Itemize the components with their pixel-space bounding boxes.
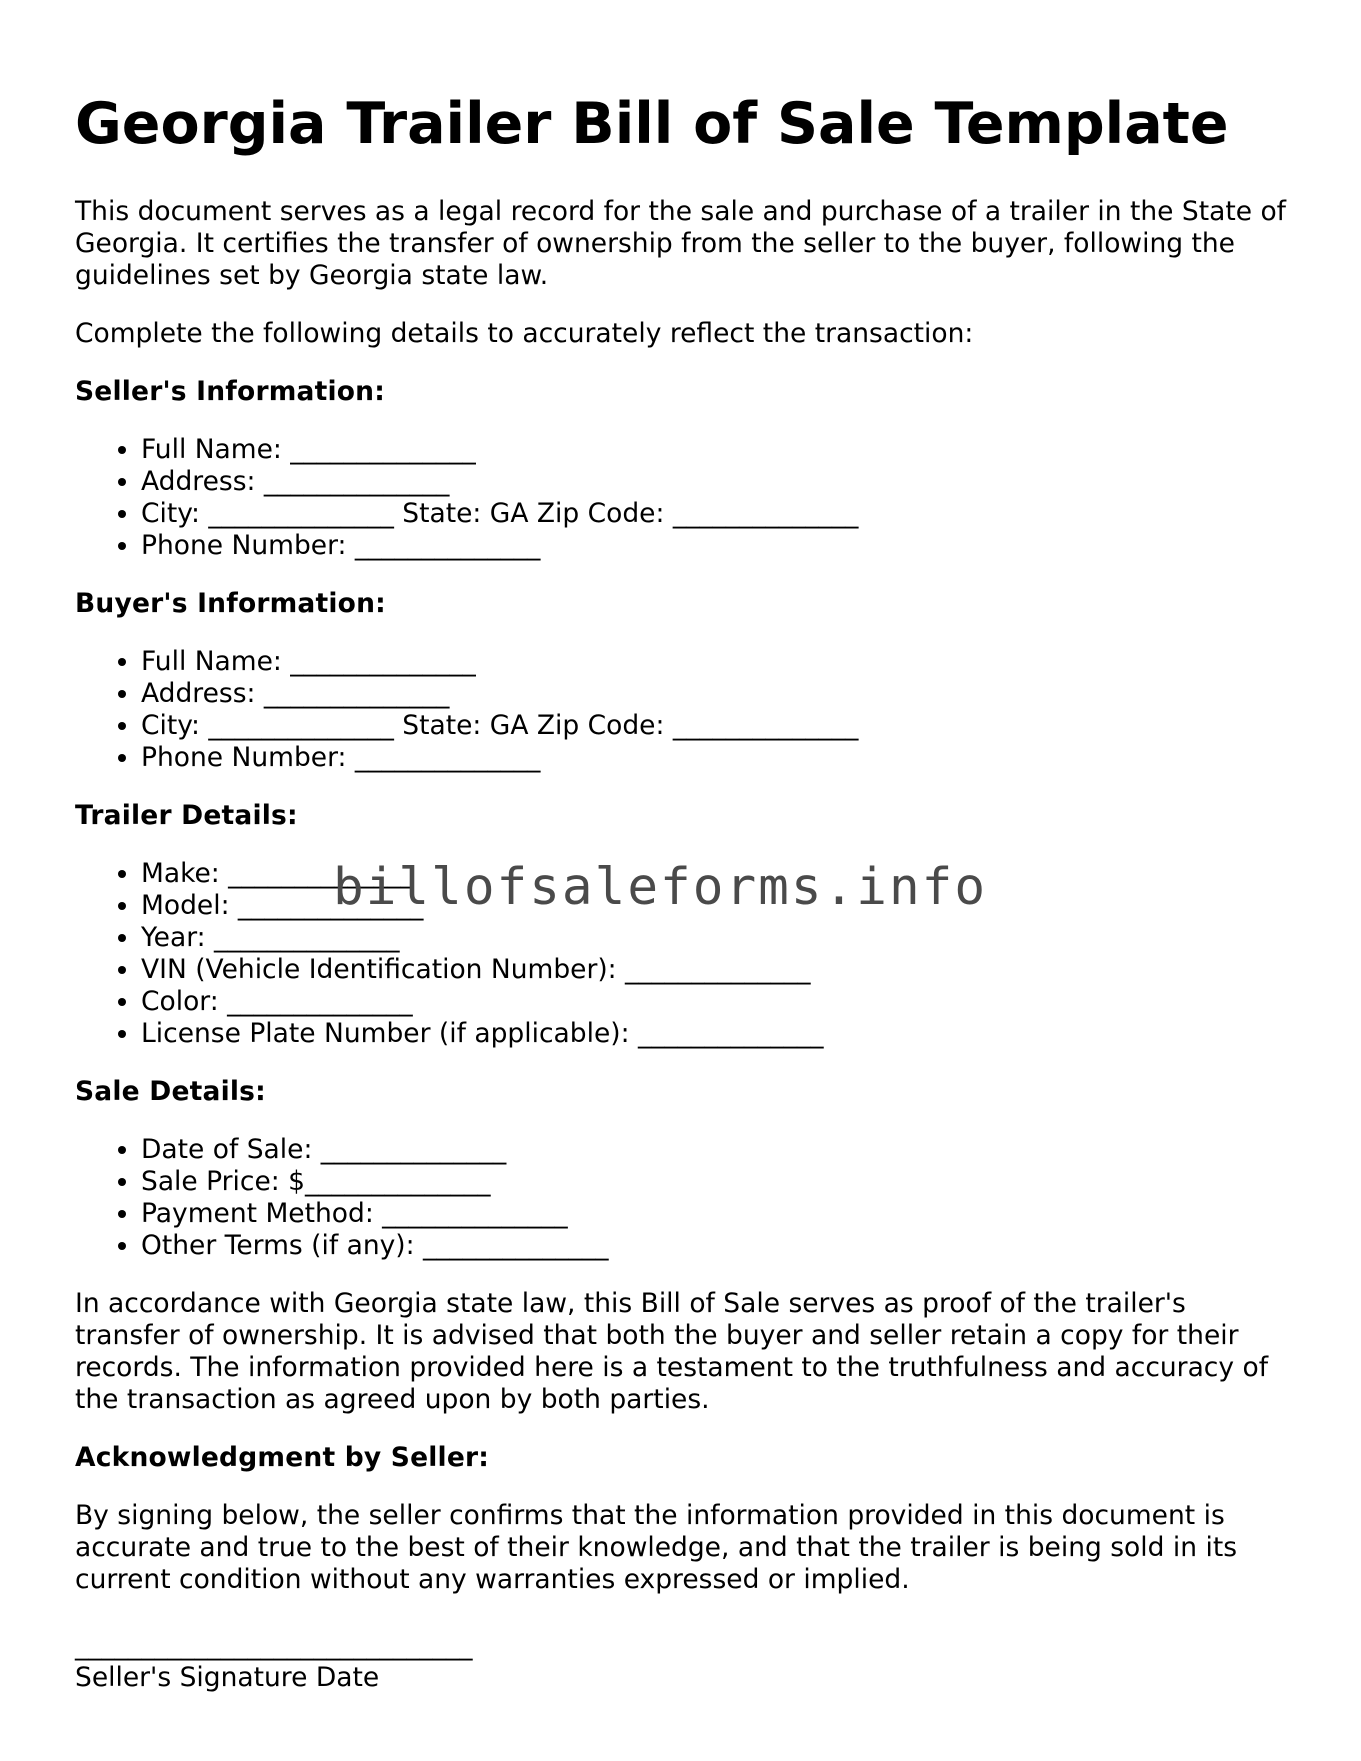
acknowledgment-paragraph: By signing below, the seller confirms that the information provided in this document is accurate and true to the best of their knowledge, and that the trailer is being sold in its current condition without any warranties expressed or implied.	[75, 1499, 1238, 1595]
acknowledgment-heading: Acknowledgment by Seller:	[75, 1441, 490, 1473]
list-item: • Other Terms (if any): ______________	[141, 1230, 1295, 1262]
list-item: • Full Name: ______________	[141, 646, 1295, 678]
list-item: • Model: ______________	[141, 890, 1295, 922]
list-item: • City: ______________ State: GA Zip Code: ______________	[141, 498, 1295, 530]
list-item: • VIN (Vehicle Identification Number): ______________	[141, 954, 1295, 986]
list-item: • Year: ______________	[141, 922, 1295, 954]
seller-info-list	[75, 434, 1295, 562]
list-item: • Make: ______________	[141, 858, 1295, 890]
buyer-info-list	[75, 646, 1295, 774]
list-item: • Full Name: ______________	[141, 434, 1295, 466]
sale-details-list	[75, 1134, 1295, 1262]
document-title: Georgia Trailer Bill of Sale Template	[75, 91, 1229, 157]
list-item: • Color: ______________	[141, 986, 1295, 1018]
list-item: • Address: ______________	[141, 678, 1295, 710]
buyer-heading: Buyer's Information:	[75, 587, 386, 619]
sale-heading: Sale Details:	[75, 1075, 266, 1107]
signature-label: Seller's Signature Date	[75, 1661, 380, 1693]
intro-paragraph: This document serves as a legal record for the sale and purchase of a trailer in the State of Georgia. It certifies the transfer of ownership from the seller to the buyer, following the guidelines set by Georgia state law.	[75, 195, 1287, 291]
document-page	[75, 92, 1295, 1694]
watermark-text: billofsaleforms.info	[333, 858, 988, 917]
seller-heading: Seller's Information:	[75, 375, 386, 407]
list-item: • Payment Method: ______________	[141, 1198, 1295, 1230]
list-item: • Sale Price: $______________	[141, 1166, 1295, 1198]
accordance-paragraph: In accordance with Georgia state law, this Bill of Sale serves as proof of the trailer's transfer of ownership. It is advised that both the buyer and seller retain a copy for their records. The information provided here is a testament to the truthfulness and accuracy of the transaction as agreed upon by both parties.	[75, 1287, 1269, 1415]
instruction-paragraph: Complete the following details to accurately reflect the transaction:	[75, 317, 974, 349]
list-item: • Phone Number: ______________	[141, 530, 1295, 562]
list-item: • Address: ______________	[141, 466, 1295, 498]
signature-line: ______________________________	[75, 1629, 473, 1661]
list-item: • Date of Sale: ______________	[141, 1134, 1295, 1166]
trailer-heading: Trailer Details:	[75, 799, 298, 831]
list-item: • Phone Number: ______________	[141, 742, 1295, 774]
list-item: • License Plate Number (if applicable): ______________	[141, 1018, 1295, 1050]
list-item: • City: ______________ State: GA Zip Code: ______________	[141, 710, 1295, 742]
trailer-details-list	[75, 858, 1295, 1050]
